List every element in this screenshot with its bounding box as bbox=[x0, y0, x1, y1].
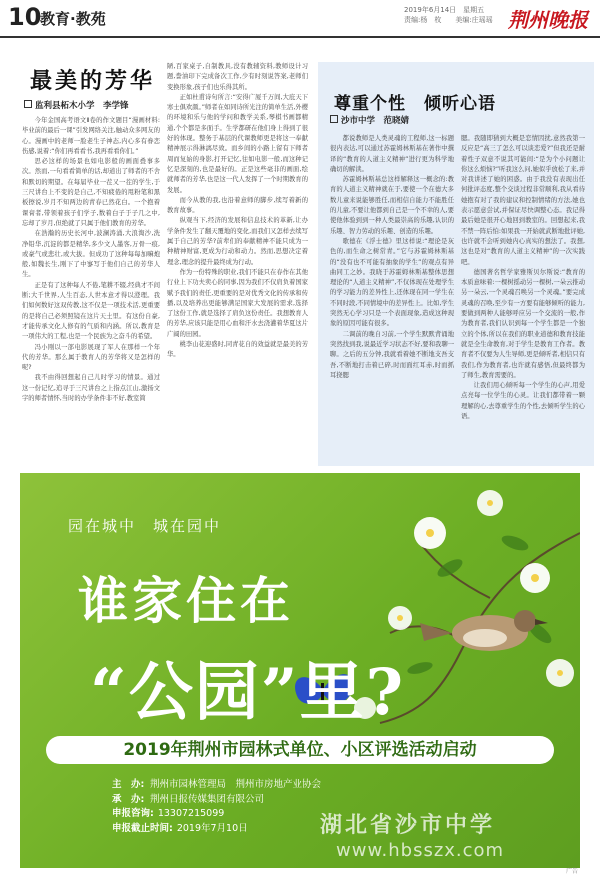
paragraph: 而今从教的我,也沿着意师的脚步,续写着新的教育故事。 bbox=[167, 196, 308, 215]
park-ad bbox=[20, 473, 580, 868]
ad-info-label: 申报咨询: bbox=[112, 808, 154, 819]
left-article-author: 监利县柘木小学 李学锋 bbox=[35, 101, 129, 111]
bird-icon bbox=[420, 610, 548, 651]
paragraph: 歌德在《浮士德》里这样说:“理论是灰色的,而生命之树常青。”它与苏霍姆林斯基的“没有也不可能有抽象的学生”的观点有异曲同工之妙。我晓于苏霍姆林斯基整体思想理论的“人道主义精神”,不仅体现在处理学生的学习能力的差异性上,还体现在同一学生在不同时段,不同情境中的差异性上。比如,学生突然无心学习只是一个表面现象,造成这种现象的原因可能有很多。 bbox=[330, 237, 454, 328]
paragraph: 正是有了这种每人不倦,笔耕不辍,经典才不间断;大千世界,人生百态,人世本意才得以澄理。我们如何数好这双传教,这不仅是一项技术活,更重要的是将自己必须照镜在这片天土里。有这份自豪,才能传承文化人修有的气质和内涵。所以,教育是一项伟大的工程,也是一个民族为之奋斗的希望。 bbox=[22, 281, 160, 341]
newspaper-logo: 荆州晚报 bbox=[508, 8, 588, 32]
paragraph: 陋,百家桌子,自制教具,没有教辅资料,教师设计习题,誊油印下完成备次工作,少有时刻说答案,老师们变换形象,孩子们也乐得其所。 bbox=[167, 63, 308, 91]
ad-info bbox=[112, 778, 321, 836]
right-article-col-2 bbox=[461, 134, 585, 464]
paragraph: 冯小刚以一部电影展现了军人在那样一个年代的芳华。那么属于教育人的芳华将又是怎样的呢? bbox=[22, 343, 160, 372]
paragraph: 思必这样的场景也如电影般的画面叠事多次。然而,一句看看简单的话,却道出了师者的不舍和默切的期望。在每届毕业一茬又一茬的学生,于三尺讲台上不变的是自己,不知疲倦的甩粉笔和黑板擦说,岁月不知两边的青春已然花白。一个抱着课膏者,带领着孩子们学子,数着白子于子几之中,忘却了岁月,但绝就了只属于他们教育的芳华。 bbox=[22, 158, 160, 227]
paragraph: 二调前的晚自习前,一个学生默默背诵地突然找到我,说最近学习状态不好,要和我聊一聊。之后的五分钟,我就看着她不断地支吾支吾,不断地打击着已碎,时而面红耳赤,时而抓耳挠腮 bbox=[330, 330, 454, 379]
paragraph: 作为一份特殊的职业,我们不能只在春作在其他行业上下功夫卖心的同事,因为我们不仅肩负着国家赋予我们的责任,更重要的是对优秀文化的传承和传播,以及培养出更能够满足国家大发展的需求,选择了这份工作,就是选择了肩负这份责任。我想教育人的芳华,应该只能是用心血和汗水去浇灌着华夏这片广阔的田园。 bbox=[167, 268, 308, 338]
issue-meta bbox=[404, 5, 504, 25]
ad-banner bbox=[46, 736, 554, 764]
paragraph: 桃李山花迎盛时,同青花自的效益就是最美的芳华。 bbox=[167, 341, 308, 359]
ad-headline-line1: 谁家住在 bbox=[78, 571, 294, 630]
paragraph: 让我们用心倾听每一个学生的心声,用爱点亮每一位学生的心灵。让我们都带着一颗理解的心,去尊重学生的个性,去倾听学生的心语。 bbox=[461, 382, 585, 421]
issue-date: 2019年6月14日 星期五 bbox=[404, 6, 485, 14]
left-article-col-1 bbox=[22, 116, 160, 468]
ad-info-row bbox=[112, 822, 321, 837]
ad-info-value: 13307215099 bbox=[157, 808, 225, 819]
right-article-byline bbox=[330, 114, 409, 126]
ad-info-label: 申报截止时间: bbox=[112, 822, 173, 834]
right-article-col-1 bbox=[330, 134, 454, 464]
left-article-byline bbox=[24, 99, 129, 111]
paragraph: 德国著名哲学家雅斯贝尔斯说:“教育的本质意味着:一棵树摇动另一棵树,一朵云推动另一朵云,一个灵魂召唤另一个灵魂。”要完成灵魂的召唤,至少有一方要有能够倾听的能力,要做到两种人能够呼应另一个交流的一般,作为教育者,我们认识到每一个学生都是一个独立的个体,所以在我们的职业道德和教育技能就是全生命教育,对于学生是教育工作者。教育者不仅要为人生导师,更是倾听者,相信只有我们,作为教育者,也许就有感悟,但最终都为了师生,教育需要的。 bbox=[461, 268, 585, 379]
paragraph: 正如杜甫诗句所言:“安得广厦千万间,大庇天下寒士俱欢颜。”师者在如同诗所光注的简单生活,外樱的环境和乐与他的学问和教学关系,琴棋书画都精通,个个都是多面手。生学都研在他们身上得到了很好的体现。整务于基层的代课教师更是将这一奉献精神展示得淋漓尽致。而乡间的小路上留有下师者周而复始的身影,打开记忆,往如电影一般,而这种记忆是深刻的,也是最好的。正是这些毫非的画面,绘就师者的芳华,也是这一代人发挥了一个时期教育的发展。 bbox=[167, 93, 308, 194]
byline-marker-icon bbox=[330, 115, 338, 123]
ad-tag: 广告 bbox=[566, 868, 579, 875]
ad-slogan: 园在城中 城在园中 bbox=[68, 517, 222, 535]
ad-info-value: 2019年7月10日 bbox=[176, 822, 248, 834]
paragraph: 我不由得回想起自己儿时学习的情景。通过这一份记忆,追寻于三尺讲台之上指点江山,激扬文字的师者情怀,当时的办学条件非不好,教室简 bbox=[22, 374, 160, 403]
paragraph: 苏霍姆林斯基总这样解释这一概念的:教育的人道主义精神就在于,要使一个在德大多数儿童来说能够胜任,而相信自能力不能胜任的儿童,不要让他都到自己是一个不幸的人,要使他体验到到一种人类最崇高的乐趣,认识的乐趣、智力劳动的乐趣、创造的乐趣。 bbox=[330, 176, 454, 235]
paragraph: 腮。我随即猜到大概是恋情因扰,意然我第一反应是“高三了怎么可以谈恋爱?”但我还是耐着性子双意不说其可能间:“是为个小问题让你这么烦恼?”听我这么问,她似乎放松了来,并对我讲述了她的困惑。由于我没有表现出任何批评态度,整个交谈过程非常顺利,我从看待她抱有对了我的建议和控制情绪的方法,她也表示愿意尝试,并保证尽快调整心态。我记得最后她是很开心地回到教室的。回想起来,我不禁一阵后怕:如果我一开始就武断地批评她,也许就不会听到她内心真实的想法了。我想,这也是对“教育的人道主义精神”的一次实践吧。 bbox=[461, 135, 585, 266]
watermark-url: www.hbsszx.com bbox=[336, 840, 505, 861]
ad-info-value: 荆州市园林管理局 荆州市房地产业协会 bbox=[150, 779, 322, 790]
right-article-author: 沙市中学 范晓婧 bbox=[341, 116, 410, 126]
page-header bbox=[0, 0, 600, 38]
ad-headline-line2: “公园”里? bbox=[90, 655, 406, 730]
section-title: 教育·教苑 bbox=[40, 10, 106, 28]
left-article-col-2 bbox=[167, 62, 308, 468]
ad-banner-text: 2019年荆州市园林式单位、小区评选活动启动 bbox=[123, 740, 477, 760]
ad-info-label: 承 办: bbox=[112, 793, 145, 805]
ad-info-row bbox=[112, 807, 321, 822]
ad-info-value: 荆州日报传媒集团有限公司 bbox=[150, 793, 265, 805]
watermark-text: 湖北省沙市中学 bbox=[320, 812, 496, 838]
paragraph: 纵观当下,经济的发展和信息技术的革新,让办学条件发生了翻天覆地的变化,而我们又怎样去续写属于自己的芳华?前辈们的奉献精神不能只成为一种精神财富,更成为行动和动力。然而,思想决定着理念,理念的提升最终成为行动。 bbox=[167, 217, 308, 266]
ad-info-row bbox=[112, 793, 321, 808]
issue-editors: 责编:杨 枚 美编:庄瑶瑶 bbox=[404, 16, 493, 24]
ad-info-label: 主 办: bbox=[112, 779, 145, 790]
byline-marker-icon bbox=[24, 100, 32, 108]
left-article-title: 最美的芳华 bbox=[30, 68, 156, 94]
paragraph: 今年金国高考语文Ⅱ卷的作文题目“漫画材料:毕业前的最后一课”引发网络关注,触动众多网友的心。漫画中的老师一脸老生子神态,内心多有眷恋伤感,说着:“你们再看看书,我再看看你们。” bbox=[22, 117, 160, 155]
right-article-title: 尊重个性 倾听心语 bbox=[334, 94, 496, 114]
paragraph: 都说教师是人类灵魂的工程师,这一标题很内表达,可以通过苏霍姆林斯基在著作中撰译的“教育的人道主义精神”进行更为科学地确切的解读。 bbox=[330, 135, 454, 173]
page-number: 10 bbox=[8, 3, 42, 31]
paragraph: 在浩瀚的历史长河中,波澜涛涌,大浪淘沙,洗净铅华,沉淀的都是精华,多少文人墨客,万骨一痕,或豪气或悲壮,或大拔。但成功了这种每每加嘛炮般,如魏长生,刚下了中寥写于他们自己的芳华人生。 bbox=[22, 230, 160, 279]
ad-info-row bbox=[112, 778, 321, 793]
